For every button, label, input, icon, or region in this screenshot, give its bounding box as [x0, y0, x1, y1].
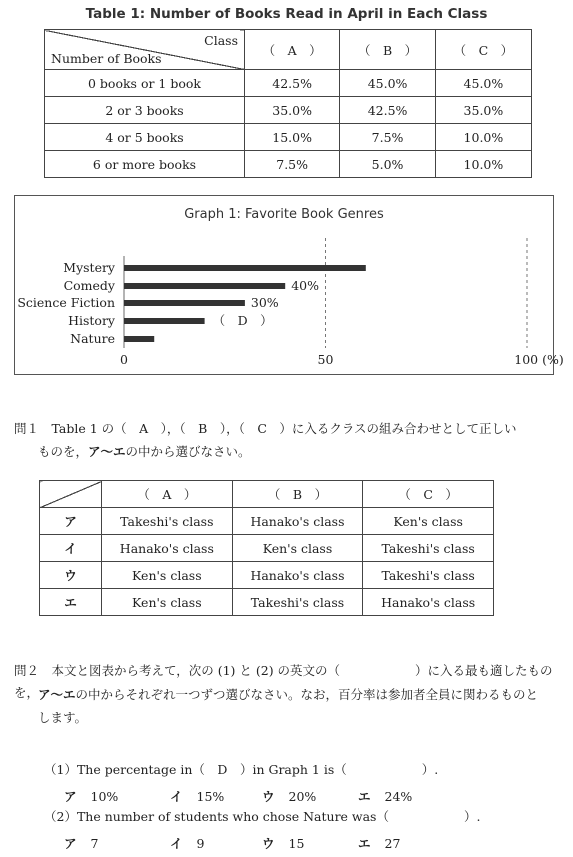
table-row — [40, 535, 494, 562]
cell: Hanako's class — [102, 535, 233, 562]
option-text: 27 — [384, 836, 401, 851]
q1-line2-post: の中から選びなさい。 — [125, 444, 251, 459]
table2-col-a: （ A ） — [102, 481, 233, 508]
cell: 35.0% — [435, 97, 531, 124]
table2 — [39, 480, 494, 616]
graph1-title: Graph 1: Favorite Book Genres — [184, 207, 384, 222]
row-key: エ — [40, 589, 102, 616]
option-key: エ — [358, 789, 371, 804]
q1-line2-bold: ア～エ — [88, 444, 126, 459]
table1-title: Table 1: Number of Books Read in April in Each Class — [85, 6, 488, 22]
option-key: エ — [358, 836, 371, 851]
row-label: 4 or 5 books — [45, 124, 245, 151]
option-text: 9 — [196, 836, 205, 851]
cell: 42.5% — [245, 70, 340, 97]
cell: Takeshi's class — [363, 562, 494, 589]
table-row — [45, 124, 532, 151]
q1-line2-pre: ものを， — [38, 444, 89, 459]
corner-label-number: Number of Books — [51, 51, 162, 66]
option-text: 15 — [288, 836, 305, 851]
table1-header-row — [45, 30, 532, 70]
row-key: ア — [40, 508, 102, 535]
row-label: 0 books or 1 book — [45, 70, 245, 97]
row-key: イ — [40, 535, 102, 562]
cell: Hanako's class — [232, 508, 363, 535]
option-text: 7 — [90, 836, 99, 851]
bar — [124, 336, 154, 342]
option-key: イ — [170, 836, 183, 851]
q2-sub1-option — [170, 787, 224, 805]
option-key: ウ — [262, 789, 275, 804]
table-row — [40, 508, 494, 535]
cell: 15.0% — [245, 124, 340, 151]
category-label: Nature — [70, 331, 115, 346]
cell: Takeshi's class — [363, 535, 494, 562]
option-key: イ — [170, 789, 183, 804]
table-row — [45, 151, 532, 178]
graph1-chart — [15, 196, 564, 374]
option-text: 15% — [196, 789, 225, 804]
cell: Hanako's class — [232, 562, 363, 589]
cell: Ken's class — [102, 589, 233, 616]
cell: Ken's class — [232, 535, 363, 562]
q2-line3: します。 — [38, 710, 88, 725]
cell: 10.0% — [435, 124, 531, 151]
cell: 45.0% — [340, 70, 436, 97]
data-label: 40% — [291, 278, 319, 293]
table2-col-b: （ B ） — [232, 481, 363, 508]
option-key: ア — [64, 789, 77, 804]
table-row — [40, 589, 494, 616]
cell: Takeshi's class — [102, 508, 233, 535]
q2-sub1-option — [358, 787, 412, 805]
data-label: 30% — [250, 295, 279, 310]
q2-sub1-option — [64, 787, 118, 805]
tick-label: 50 — [317, 352, 334, 367]
cell: Ken's class — [102, 562, 233, 589]
row-label: 6 or more books — [45, 151, 245, 178]
cell: Ken's class — [363, 508, 494, 535]
q2-sub2-option — [358, 834, 400, 852]
option-text: 20% — [288, 789, 317, 804]
table1 — [44, 29, 532, 178]
table2-corner-cell — [40, 481, 102, 508]
q2-sub1: （1）The percentage in（ D ）in Graph 1 is（ ）. — [44, 762, 439, 777]
bar — [124, 283, 285, 289]
option-key: ア — [64, 836, 77, 851]
table1-col-c: （ C ） — [435, 30, 531, 70]
cell: 7.5% — [245, 151, 340, 178]
cell: 10.0% — [435, 151, 531, 178]
category-label: Science Fiction — [17, 295, 115, 310]
q2-sub2-option — [262, 834, 304, 852]
category-label: History — [68, 313, 115, 328]
cell: 7.5% — [340, 124, 436, 151]
category-label: Mystery — [63, 260, 115, 275]
table1-corner-cell — [45, 30, 245, 70]
q2-sub2: （2）The number of students who chose Nature was（ ）. — [44, 809, 481, 824]
tick-label: 0 — [120, 352, 128, 367]
q2-line2 — [38, 684, 538, 706]
cell: 42.5% — [340, 97, 436, 124]
table2-col-c: （ C ） — [363, 481, 494, 508]
bar — [124, 318, 205, 324]
option-text: 10% — [90, 789, 119, 804]
q2-sub2-option — [170, 834, 204, 852]
q1-line2 — [38, 441, 251, 463]
option-key: ウ — [262, 836, 275, 851]
row-key: ウ — [40, 562, 102, 589]
q1-line1: 問１ Table 1 の（ A ），（ B ），（ C ）に入るクラスの組み合わせとして正しい — [14, 421, 517, 436]
graph1-box — [14, 195, 564, 375]
q2-line2-bold: ア～エ — [38, 687, 76, 702]
cell: Takeshi's class — [232, 589, 363, 616]
table-row — [40, 562, 494, 589]
cell: Hanako's class — [363, 589, 494, 616]
corner-label-class: Class — [204, 33, 238, 48]
cell: 35.0% — [245, 97, 340, 124]
cell: 5.0% — [340, 151, 436, 178]
row-label: 2 or 3 books — [45, 97, 245, 124]
q2-sub2-option — [64, 834, 98, 852]
data-label: （ D ） — [212, 313, 273, 328]
category-label: Comedy — [63, 278, 115, 293]
table1-col-a: （ A ） — [245, 30, 340, 70]
table2-header-row — [40, 481, 494, 508]
q2-line1: 問２ 本文と図表から考えて，次の (1) と (2) の英文の（ ）に入る最も適したものを， — [14, 663, 553, 700]
table1-col-b: （ B ） — [340, 30, 436, 70]
option-text: 24% — [384, 789, 413, 804]
table-row — [45, 97, 532, 124]
table-row — [45, 70, 532, 97]
bar — [124, 265, 366, 271]
q2-line2-post: の中からそれぞれ一つずつ選びなさい。なお，百分率は参加者全員に関わるものと — [75, 687, 539, 702]
q2-sub1-option — [262, 787, 316, 805]
tick-label: 100 (%) — [514, 352, 564, 367]
cell: 45.0% — [435, 70, 531, 97]
bar — [124, 300, 245, 306]
